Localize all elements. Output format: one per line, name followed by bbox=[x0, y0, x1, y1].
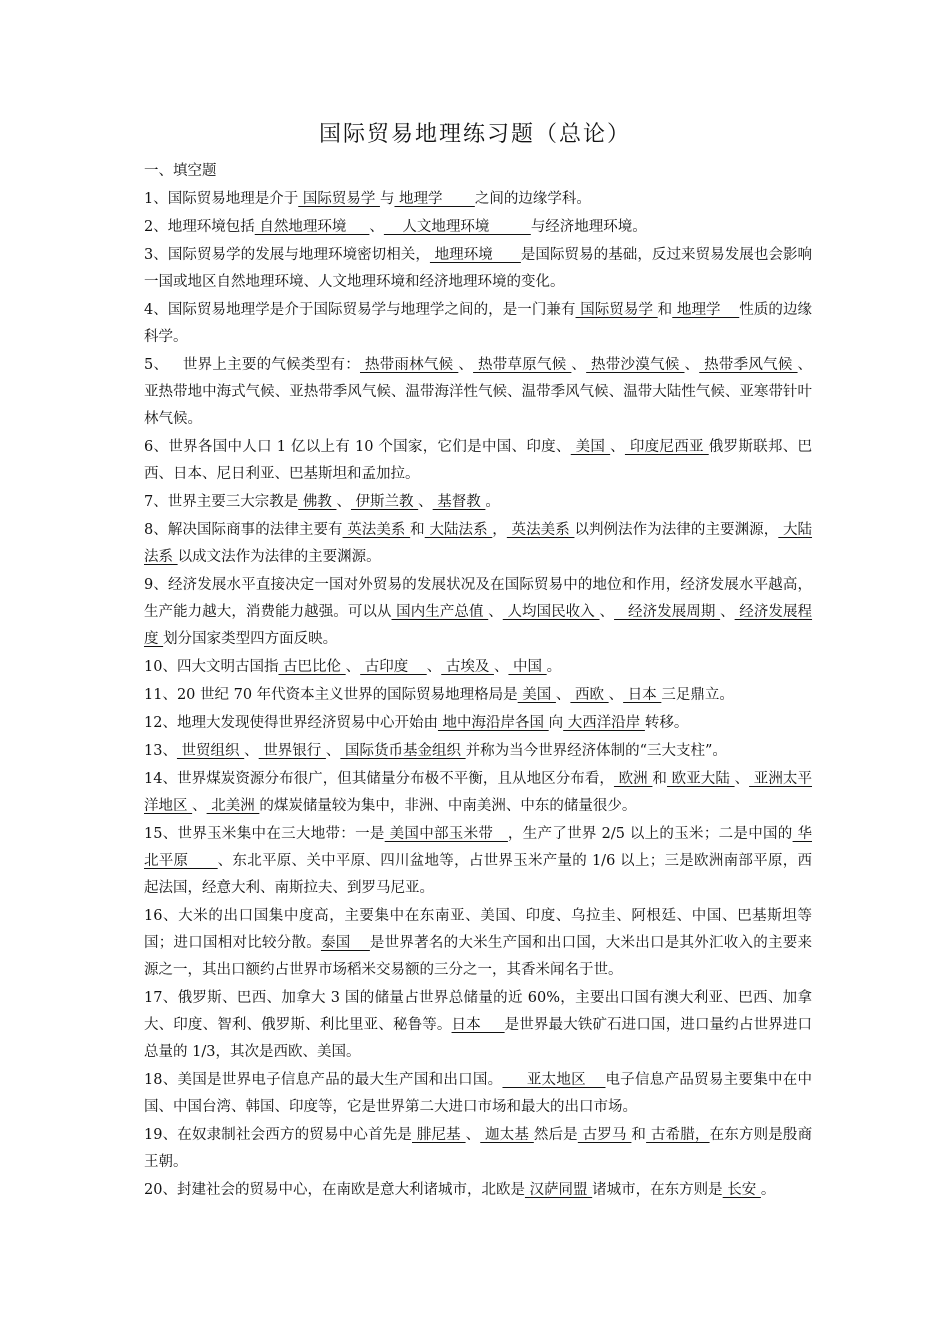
question-text: 在东方则是殷商王朝。 bbox=[144, 1127, 813, 1170]
question-q7 bbox=[144, 489, 812, 516]
question-q13 bbox=[144, 738, 812, 765]
question-text: 转移。 bbox=[644, 715, 689, 731]
answer-blank: 人均国民收入 bbox=[502, 604, 600, 620]
question-q2 bbox=[144, 214, 812, 241]
answer-blank: 欧亚大陆 bbox=[666, 771, 735, 787]
answer-blank: 地理环境 bbox=[429, 247, 521, 263]
answer-blank: 热带雨林气候 bbox=[360, 357, 459, 373]
question-text: 2、地理环境包括 bbox=[144, 219, 255, 235]
question-text: 7、世界主要三大宗教是 bbox=[144, 494, 299, 510]
answer-blank: 华北平原 bbox=[144, 826, 812, 869]
answer-blank: 古埃及 bbox=[441, 659, 494, 675]
question-text: 4、国际贸易地理学是介于国际贸易学与地理学之间的，是一门兼有 bbox=[144, 302, 576, 318]
question-text: 性质的边缘科学。 bbox=[144, 302, 813, 345]
question-text: 18、美国是世界电子信息产品的最大生产国和出口国。 bbox=[144, 1072, 503, 1088]
answer-blank: 泰国 bbox=[320, 935, 370, 951]
question-text: 9、经济发展水平直接决定一国对外贸易的发展状况及在国际贸易中的地位和作用，经济发展水平越高，生产能力越大，消费能力越强。可以从 bbox=[144, 577, 812, 620]
answer-blank: 美国 bbox=[570, 439, 611, 455]
answer-blank: 经济发展周期 bbox=[614, 604, 721, 620]
answer-blank: 腓尼基 bbox=[412, 1127, 466, 1143]
question-q16 bbox=[144, 903, 812, 984]
question-q4 bbox=[144, 297, 812, 351]
answer-blank: 国际贸易学 bbox=[298, 191, 380, 207]
answer-blank: 汉萨同盟 bbox=[524, 1182, 593, 1198]
question-text: 19、在奴隶制社会西方的贸易中心首先是 bbox=[144, 1127, 412, 1143]
question-text: 、 bbox=[244, 743, 259, 759]
question-q20 bbox=[144, 1177, 812, 1204]
content-body bbox=[144, 158, 812, 1204]
question-text: 3、国际贸易学的发展与地理环境密切相关， bbox=[144, 247, 430, 263]
answer-blank: 世贸组织 bbox=[176, 743, 245, 759]
question-text: 、 bbox=[684, 357, 700, 373]
question-list bbox=[144, 186, 812, 1204]
answer-blank: 日本 bbox=[623, 687, 662, 703]
answer-blank: 西欧 bbox=[570, 687, 609, 703]
answer-blank: 迦太基 bbox=[480, 1127, 534, 1143]
question-text: 、 bbox=[599, 604, 615, 620]
answer-blank: 世界银行 bbox=[258, 743, 326, 759]
answer-blank: 英法美系 bbox=[342, 522, 411, 538]
question-text: 俄罗斯联邦、巴西、日本、尼日利亚、巴基斯坦和孟加拉。 bbox=[144, 439, 813, 482]
question-text: 、 bbox=[458, 357, 474, 373]
question-text: 1、国际贸易地理是介于 bbox=[144, 191, 299, 207]
question-text: 17、俄罗斯、巴西、加拿大 3 国的储量占世界总储量的近 60%，主要出口国有澳大利亚、巴西、加拿大、印度、智利、俄罗斯、利比里亚、秘鲁等。 bbox=[144, 990, 812, 1033]
question-text: 。 bbox=[485, 494, 500, 510]
question-text: 然后是 bbox=[533, 1127, 578, 1143]
answer-blank: 基督教 bbox=[432, 494, 486, 510]
answer-blank: 古希腊， bbox=[646, 1127, 710, 1143]
question-text: 15、世界玉米集中在三大地带：一是 bbox=[144, 826, 385, 842]
question-q1 bbox=[144, 186, 812, 213]
question-text: 。 bbox=[546, 659, 562, 675]
answer-blank: 人文地理环境 bbox=[383, 219, 531, 235]
question-q3 bbox=[144, 242, 812, 296]
answer-blank: 经济发展程度 bbox=[144, 604, 813, 647]
question-text: ， bbox=[492, 522, 507, 538]
question-text: 与 bbox=[379, 191, 395, 207]
question-text: 、 bbox=[192, 798, 207, 814]
question-q10 bbox=[144, 654, 812, 681]
question-text: 、 bbox=[336, 494, 351, 510]
question-text: 、 bbox=[493, 659, 509, 675]
question-q15 bbox=[144, 821, 812, 902]
question-text: 和 bbox=[410, 522, 425, 538]
question-text: ，生产了世界 2/5 以上的玉米；二是中国的 bbox=[507, 826, 793, 842]
answer-blank: 英法美系 bbox=[506, 522, 575, 538]
question-text: 、 bbox=[426, 659, 442, 675]
question-text: 三足鼎立。 bbox=[661, 687, 734, 703]
answer-blank: 日本 bbox=[451, 1017, 505, 1033]
question-text: 20、封建社会的贸易中心，在南欧是意大利诸城市，北欧是 bbox=[144, 1182, 525, 1198]
answer-blank: 国际贸易学 bbox=[575, 302, 658, 318]
answer-blank: 热带沙漠气候 bbox=[586, 357, 685, 373]
question-q8 bbox=[144, 517, 812, 571]
answer-blank: 古印度 bbox=[360, 659, 427, 675]
question-q11 bbox=[144, 682, 812, 709]
question-q18 bbox=[144, 1067, 812, 1121]
question-text: 、 bbox=[734, 771, 750, 787]
answer-blank: 自然地理环境 bbox=[254, 219, 370, 235]
question-text: 诸城市，在东方则是 bbox=[592, 1182, 723, 1198]
question-text: 、 bbox=[325, 743, 341, 759]
answer-blank: 亚太地区 bbox=[502, 1072, 606, 1088]
question-text: 、 bbox=[418, 494, 433, 510]
question-text: 和 bbox=[657, 302, 673, 318]
answer-blank: 长安 bbox=[722, 1182, 761, 1198]
question-text: 是国际贸易的基础，反过来贸易发展也会影响一国或地区自然地理环境、人文地理环境和经济地理环境的变化。 bbox=[144, 247, 813, 290]
question-text: 16、大米的出口国集中度高，主要集中在东南亚、美国、印度、乌拉圭、阿根廷、中国、巴基斯坦等国；进口国相对比较分散。 bbox=[144, 908, 812, 951]
answer-blank: 美国中部玉米带 bbox=[384, 826, 508, 842]
answer-blank: 国内生产总值 bbox=[391, 604, 489, 620]
page-title: 国际贸易地理练习题（总论） bbox=[318, 122, 631, 147]
question-text: 、 bbox=[608, 687, 624, 703]
question-q19 bbox=[144, 1122, 812, 1176]
question-text: 之间的边缘学科。 bbox=[474, 191, 591, 207]
answer-blank: 北美洲 bbox=[206, 798, 260, 814]
question-text: 11、20 世纪 70 年代资本主义世界的国际贸易地理格局是 bbox=[144, 687, 518, 703]
question-text: 5、 世界上主要的气候类型有： bbox=[144, 357, 360, 373]
question-text: 、 bbox=[369, 219, 384, 235]
question-text: 、 bbox=[555, 687, 571, 703]
question-text: 、 bbox=[610, 439, 625, 455]
question-text: 的煤炭储量较为集中，非洲、中南美洲、中东的储量很少。 bbox=[259, 798, 637, 814]
question-q9 bbox=[144, 572, 812, 653]
question-text: 10、四大文明古国指 bbox=[144, 659, 279, 675]
question-text: 是世界最大铁矿石进口国，进口量约占世界进口总量的 1/3，其次是西欧、美国。 bbox=[144, 1017, 813, 1060]
question-text: 、 bbox=[488, 604, 503, 620]
answer-blank: 佛教 bbox=[298, 494, 337, 510]
answer-blank: 印度尼西亚 bbox=[624, 439, 709, 455]
question-text: 划分国家类型四方面反映。 bbox=[163, 631, 338, 647]
answer-blank: 热带草原气候 bbox=[473, 357, 572, 373]
question-q17 bbox=[144, 985, 812, 1066]
question-text: 是世界著名的大米生产国和出口国，大米出口是其外汇收入的主要来源之一，其出口额约占世界市场稻米交易额的三分之一，其香米闻名于世。 bbox=[144, 935, 813, 978]
question-q14 bbox=[144, 766, 812, 820]
answer-blank: 美国 bbox=[517, 687, 556, 703]
answer-blank: 中国 bbox=[508, 659, 547, 675]
question-text: 、 bbox=[465, 1127, 481, 1143]
answer-blank: 地中海沿岸各国 bbox=[437, 715, 549, 731]
question-text: 12、地理大发现使得世界经济贸易中心开始由 bbox=[144, 715, 438, 731]
question-text: 。 bbox=[760, 1182, 776, 1198]
answer-blank: 伊斯兰教 bbox=[350, 494, 419, 510]
answer-blank: 古巴比伦 bbox=[278, 659, 346, 675]
question-text: 、 bbox=[571, 357, 587, 373]
answer-blank: 地理学 bbox=[394, 191, 475, 207]
answer-blank: 国际货币基金组织 bbox=[340, 743, 466, 759]
question-text: 与经济地理环境。 bbox=[530, 219, 647, 235]
question-q12 bbox=[144, 710, 812, 737]
answer-blank: 大西洋沿岸 bbox=[563, 715, 645, 731]
question-text: 和 bbox=[652, 771, 667, 787]
answer-blank: 大陆法系 bbox=[424, 522, 493, 538]
answer-blank: 古罗马 bbox=[577, 1127, 632, 1143]
question-text: 并称为当今世界经济体制的“三大支柱”。 bbox=[465, 743, 727, 759]
question-text: 以成文法作为法律的主要渊源。 bbox=[177, 549, 381, 565]
answer-blank: 热带季风气候 bbox=[699, 357, 798, 373]
question-q6 bbox=[144, 434, 812, 488]
question-text: 8、解决国际商事的法律主要有 bbox=[144, 522, 343, 538]
question-text: 、东北平原、关中平原、四川盆地等，占世界玉米产量的 1/6 以上；三是欧洲南部平原，西起法国，经意大利、南斯拉夫、到罗马尼亚。 bbox=[144, 853, 812, 896]
question-text: 13、 bbox=[144, 743, 177, 759]
answer-blank: 大陆法系 bbox=[144, 522, 813, 565]
answer-blank: 欧洲 bbox=[613, 771, 653, 787]
question-text: 14、世界煤炭资源分布很广，但其储量分布极不平衡，且从地区分布看， bbox=[144, 771, 614, 787]
question-text: 6、世界各国中人口 1 亿以上有 10 个国家，它们是中国、印度、 bbox=[144, 439, 571, 455]
question-text: 、 bbox=[720, 604, 735, 620]
answer-blank: 地理学 bbox=[672, 302, 740, 318]
question-text: 以判例法作为法律的主要渊源， bbox=[574, 522, 779, 538]
question-q5 bbox=[144, 352, 812, 433]
question-text: 向 bbox=[548, 715, 564, 731]
question-text: 和 bbox=[631, 1127, 647, 1143]
question-text: 电子信息产品贸易主要集中在中国、中国台湾、韩国、印度等，它是世界第二大进口市场和最大的出口市场。 bbox=[144, 1072, 813, 1115]
question-text: 、亚热带地中海式气候、亚热带季风气候、温带海洋性气候、温带季风气候、温带大陆性气候、亚寒带针叶林气候。 bbox=[144, 357, 813, 427]
answer-blank: 亚洲太平洋地区 bbox=[144, 771, 812, 814]
question-text: 、 bbox=[345, 659, 361, 675]
section-heading: 一、填空题 bbox=[144, 163, 217, 179]
